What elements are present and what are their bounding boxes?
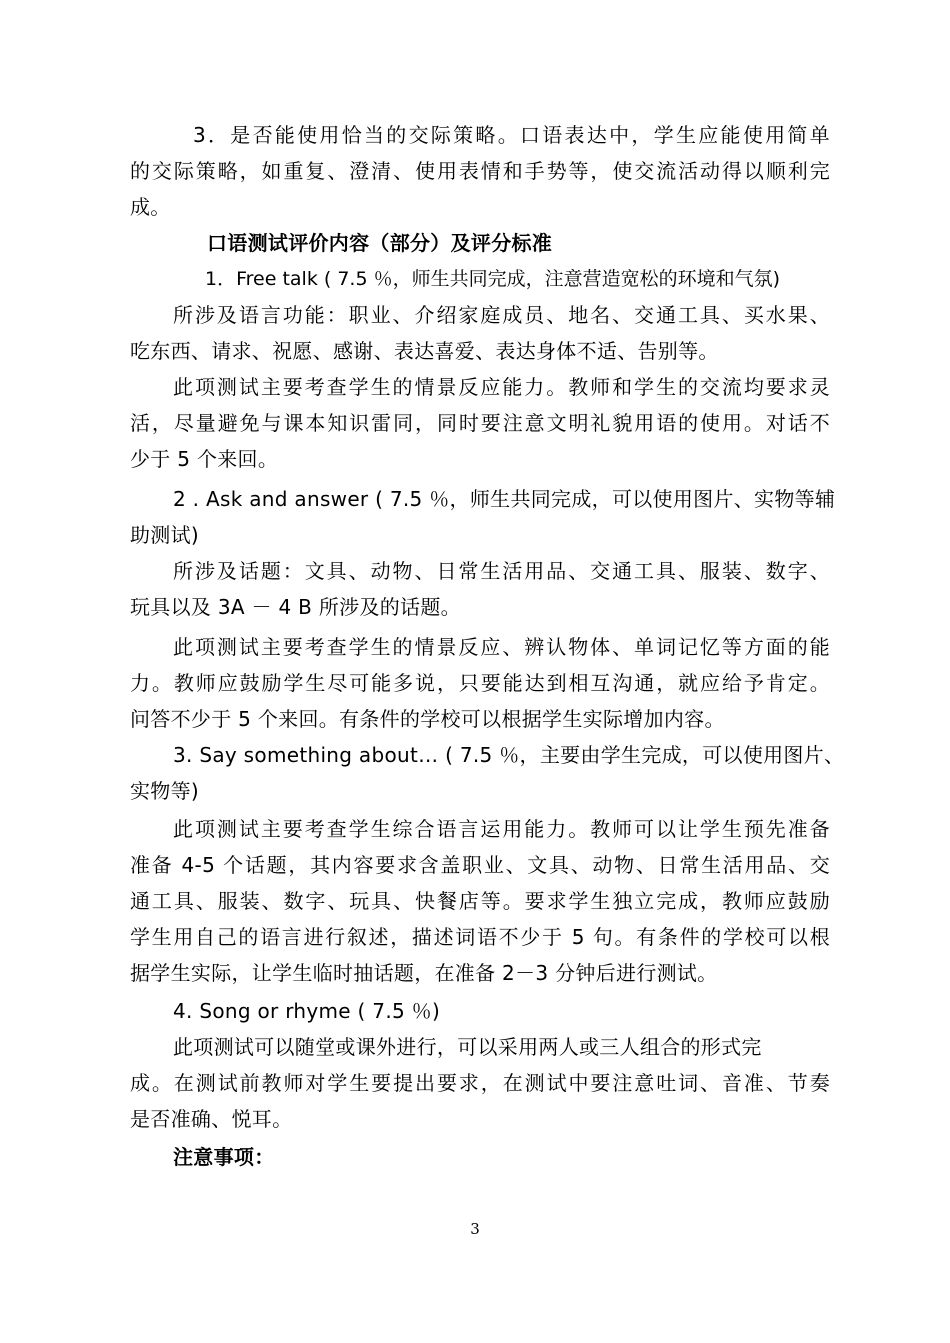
- item-title: 2 . Ask and answer ( 7.5 ％，师生共同完成，可以使用图片、实物等辅: [173, 487, 836, 511]
- paragraph-line: 所涉及语言功能：职业、介绍家庭成员、地名、交通工具、买水果、: [173, 303, 830, 327]
- paragraph-line: 此项测试主要考查学生的情景反应、辨认物体、单词记忆等方面的能: [173, 635, 830, 659]
- paragraph-line: 是否准确、悦耳。: [130, 1107, 293, 1131]
- paragraph-line: 问答不少于 5 个来回。有条件的学校可以根据学生实际增加内容。: [130, 707, 725, 731]
- paragraph-line: 少于 5 个来回。: [130, 447, 279, 471]
- paragraph-line: 活，尽量避免与课本知识雷同，同时要注意文明礼貌用语的使用。对话不: [130, 411, 830, 435]
- paragraph-line: 吃东西、请求、祝愿、感谢、表达喜爱、表达身体不适、告别等。: [130, 339, 719, 363]
- paragraph-line: 学生用自己的语言进行叙述，描述词语不少于 5 句。有条件的学校可以根: [130, 925, 830, 949]
- item-title: 4. Song or rhyme ( 7.5 ％): [173, 999, 441, 1023]
- paragraph-line: 玩具以及 3A － 4 B 所涉及的话题。: [130, 595, 461, 619]
- item-title: 3. Say something about… ( 7.5 ％，主要由学生完成，可以使用图片、: [173, 743, 845, 767]
- paragraph-line: 此项测试可以随堂或课外进行，可以采用两人或三人组合的形式完: [173, 1035, 762, 1059]
- paragraph-line: 实物等): [130, 779, 200, 803]
- paragraph-line: 成。在测试前教师对学生要提出要求，在测试中要注意吐词、音准、节奏: [130, 1071, 830, 1095]
- page-number: 3: [470, 1220, 480, 1238]
- paragraph-line: 所涉及话题：文具、动物、日常生活用品、交通工具、服装、数字、: [173, 559, 830, 583]
- paragraph-line: 助测试): [130, 523, 200, 547]
- paragraph-line: 的交际策略，如重复、澄清、使用表情和手势等，使交流活动得以顺利完: [130, 159, 830, 183]
- section-heading: 口语测试评价内容（部分）及评分标准: [207, 231, 553, 255]
- notes-heading: 注意事项：: [173, 1145, 275, 1169]
- paragraph-line: 准备 4-5 个话题，其内容要求含盖职业、文具、动物、日常生活用品、交: [130, 853, 830, 877]
- paragraph-line: 力。教师应鼓励学生尽可能多说，只要能达到相互沟通，就应给予肯定。: [130, 671, 830, 695]
- paragraph-line: 通工具、服装、数字、玩具、快餐店等。要求学生独立完成，教师应鼓励: [130, 889, 830, 913]
- item-title: 1．Free talk ( 7.5 ％，师生共同完成，注意营造宽松的环境和气氛): [205, 268, 780, 290]
- paragraph-line: 成。: [130, 195, 171, 219]
- paragraph-line: 据学生实际，让学生临时抽话题，在准备 2－3 分钟后进行测试。: [130, 961, 718, 985]
- paragraph-line: 此项测试主要考查学生的情景反应能力。教师和学生的交流均要求灵: [173, 375, 830, 399]
- paragraph-line: 3．是否能使用恰当的交际策略。口语表达中，学生应能使用简单: [193, 123, 830, 147]
- paragraph-line: 此项测试主要考查学生综合语言运用能力。教师可以让学生预先准备: [173, 817, 830, 841]
